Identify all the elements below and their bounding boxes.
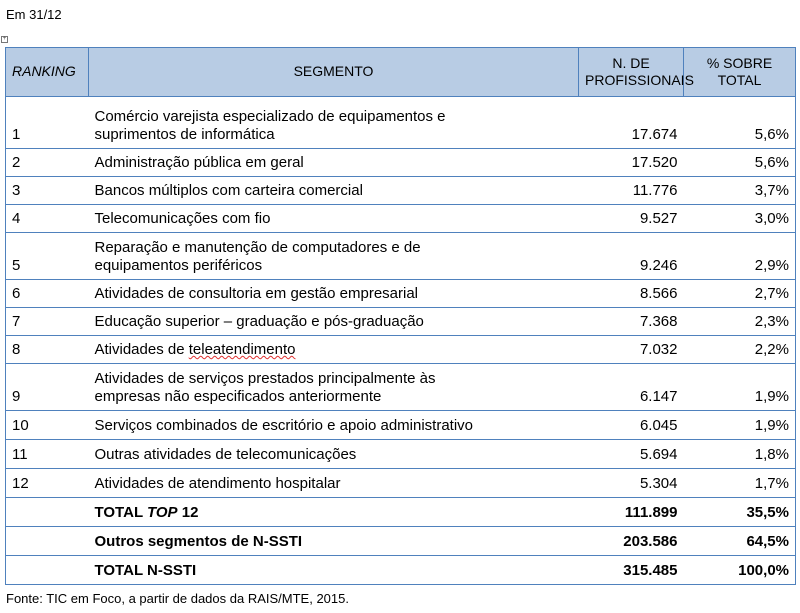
table-row — [6, 205, 796, 233]
count-cell: 17.674 — [579, 97, 684, 149]
header-n-profissionais-line1: N. DE — [612, 54, 650, 71]
spellcheck-marked-word[interactable]: teleatendimento — [188, 341, 296, 358]
table-row — [6, 336, 796, 364]
header-n-profissionais-line2: PROFISSIONAIS — [585, 71, 694, 88]
total-row-outros — [6, 527, 796, 556]
count-cell: 5.694 — [579, 440, 684, 469]
total-top12-label — [89, 498, 579, 527]
table-row — [6, 149, 796, 177]
count-cell: 9.246 — [579, 233, 684, 280]
table-header-row — [6, 48, 796, 97]
segment-line2: suprimentos de informática — [94, 126, 275, 143]
count-cell: 6.147 — [579, 364, 684, 411]
pct-cell: 5,6% — [684, 149, 796, 177]
pct-cell: 64,5% — [684, 527, 796, 556]
rank-cell: 4 — [6, 205, 89, 233]
count-cell: 9.527 — [579, 205, 684, 233]
count-cell: 7.032 — [579, 336, 684, 364]
segment-cell — [89, 364, 579, 411]
table-row — [6, 411, 796, 440]
header-pct-total — [684, 48, 796, 97]
segment-cell — [89, 233, 579, 280]
pct-cell: 2,2% — [684, 336, 796, 364]
rank-cell: 10 — [6, 411, 89, 440]
table-row — [6, 440, 796, 469]
segment-cell: Outras atividades de telecomunicações — [89, 440, 579, 469]
rank-cell: 11 — [6, 440, 89, 469]
total-nssti-label: TOTAL N-SSTI — [89, 556, 579, 585]
table-row — [6, 308, 796, 336]
pct-cell: 35,5% — [684, 498, 796, 527]
segment-cell: Serviços combinados de escritório e apoio administrativo — [89, 411, 579, 440]
table-row — [6, 280, 796, 308]
pct-cell: 1,9% — [684, 411, 796, 440]
header-ranking: RANKING — [6, 48, 89, 97]
header-pct-line1: % SOBRE — [706, 54, 773, 71]
pct-cell: 1,9% — [684, 364, 796, 411]
pct-cell: 5,6% — [684, 97, 796, 149]
segment-cell: Telecomunicações com fio — [89, 205, 579, 233]
table-row — [6, 364, 796, 411]
date-note: Em 31/12 — [6, 7, 62, 22]
count-cell: 8.566 — [579, 280, 684, 308]
segment-line1: Comércio varejista especializado de equipamentos e — [94, 108, 446, 125]
rank-cell: 1 — [6, 97, 89, 149]
table-row — [6, 177, 796, 205]
rank-cell: 9 — [6, 364, 89, 411]
segment-prefix: Atividades de — [94, 341, 189, 358]
count-cell: 203.586 — [579, 527, 684, 556]
segment-line1: Reparação e manutenção de computadores e de — [94, 239, 421, 256]
count-cell: 5.304 — [579, 469, 684, 498]
pct-cell: 2,7% — [684, 280, 796, 308]
segment-cell — [89, 336, 579, 364]
pct-cell: 1,8% — [684, 440, 796, 469]
pct-cell: 3,7% — [684, 177, 796, 205]
total-label-suffix: 12 — [177, 504, 199, 521]
pct-cell: 1,7% — [684, 469, 796, 498]
segment-cell: Atividades de atendimento hospitalar — [89, 469, 579, 498]
count-cell: 17.520 — [579, 149, 684, 177]
segment-line2: empresas não especificados anteriormente — [94, 388, 382, 405]
total-row-nssti — [6, 556, 796, 585]
segment-cell: Atividades de consultoria em gestão empresarial — [89, 280, 579, 308]
ranking-table — [5, 47, 796, 585]
table-row — [6, 469, 796, 498]
count-cell: 315.485 — [579, 556, 684, 585]
rank-cell: 8 — [6, 336, 89, 364]
count-cell: 7.368 — [579, 308, 684, 336]
segment-line1: Atividades de serviços prestados principalmente às — [94, 370, 436, 387]
total-label-prefix: TOTAL — [94, 504, 147, 521]
rank-cell-empty — [6, 527, 89, 556]
count-cell: 6.045 — [579, 411, 684, 440]
table-row — [6, 97, 796, 149]
segment-cell: Educação superior – graduação e pós-graduação — [89, 308, 579, 336]
pct-cell: 100,0% — [684, 556, 796, 585]
rank-cell: 6 — [6, 280, 89, 308]
rank-cell: 3 — [6, 177, 89, 205]
table-move-handle-icon[interactable]: + — [2, 36, 7, 42]
source-note: Fonte: TIC em Foco, a partir de dados da RAIS/MTE, 2015. — [6, 591, 349, 606]
pct-cell: 2,3% — [684, 308, 796, 336]
pct-cell: 3,0% — [684, 205, 796, 233]
segment-line2: equipamentos periféricos — [94, 257, 263, 274]
total-outros-label: Outros segmentos de N-SSTI — [89, 527, 579, 556]
total-label-italic: TOP — [147, 504, 178, 521]
segment-cell: Administração pública em geral — [89, 149, 579, 177]
header-pct-line2: TOTAL — [717, 71, 762, 88]
rank-cell: 12 — [6, 469, 89, 498]
total-row-top12 — [6, 498, 796, 527]
segment-cell — [89, 97, 579, 149]
segment-cell: Bancos múltiplos com carteira comercial — [89, 177, 579, 205]
count-cell: 11.776 — [579, 177, 684, 205]
rank-cell-empty — [6, 556, 89, 585]
count-cell: 111.899 — [579, 498, 684, 527]
header-segmento: SEGMENTO — [89, 48, 579, 97]
header-n-profissionais — [579, 48, 694, 97]
table-row — [6, 233, 796, 280]
rank-cell: 7 — [6, 308, 89, 336]
rank-cell: 5 — [6, 233, 89, 280]
rank-cell: 2 — [6, 149, 89, 177]
pct-cell: 2,9% — [684, 233, 796, 280]
rank-cell-empty — [6, 498, 89, 527]
